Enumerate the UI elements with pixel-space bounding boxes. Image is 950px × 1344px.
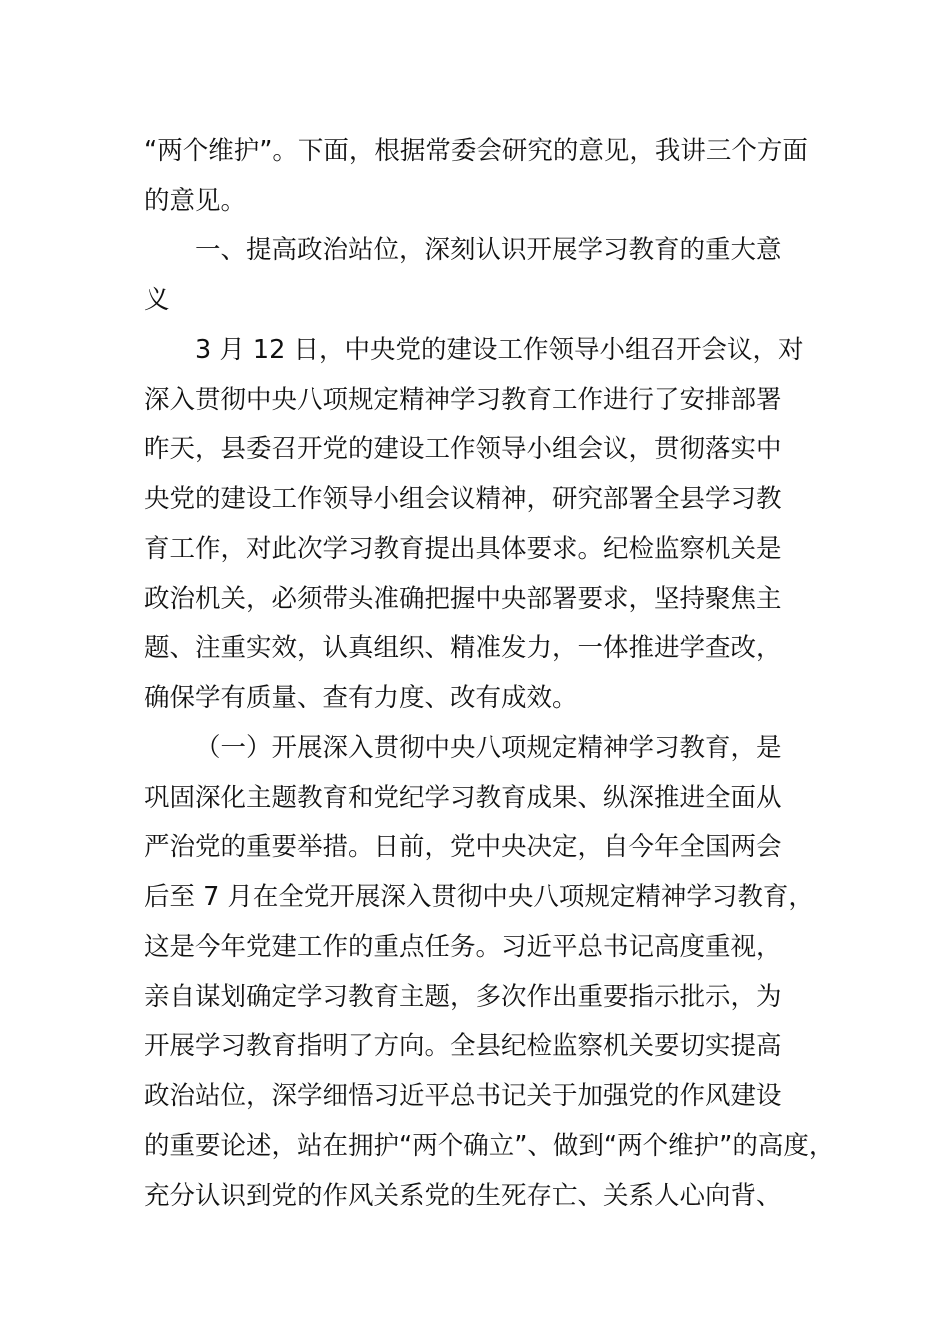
text-line: 题、注重实效，认真组织、精准发力，一体推进学查改，: [144, 633, 782, 663]
text-line: 深入贯彻中央八项规定精神学习教育工作进行了安排部署: [144, 385, 782, 415]
text-line: 的重要论述，站在拥护“两个确立”、做到“两个维护”的高度，: [144, 1131, 835, 1161]
text-line: 央党的建设工作领导小组会议精神，研究部署全县学习教: [144, 484, 782, 514]
text-line: 昨天，县委召开党的建设工作领导小组会议，贯彻落实中: [144, 434, 782, 464]
text-line: 确保学有质量、查有力度、改有成效。: [144, 683, 578, 713]
subsection-heading: （一）开展深入贯彻中央八项规定精神学习教育，是: [195, 733, 782, 763]
text-line: 政治机关，必须带头准确把握中央部署要求，坚持聚焦主: [144, 584, 782, 614]
text-line: 后至 7 月在全党开展深入贯彻中央八项规定精神学习教育，: [144, 882, 814, 912]
text-line: 政治站位，深学细悟习近平总书记关于加强党的作风建设: [144, 1081, 782, 1111]
text-line: 巩固深化主题教育和党纪学习教育成果、纵深推进全面从: [144, 783, 782, 813]
text-line: 严治党的重要举措。日前，党中央决定，自今年全国两会: [144, 832, 782, 862]
text-line: 育工作，对此次学习教育提出具体要求。纪检监察机关是: [144, 534, 782, 564]
text-line: 这是今年党建工作的重点任务。习近平总书记高度重视，: [144, 932, 782, 962]
section-heading: 一、提高政治站位，深刻认识开展学习教育的重大意: [195, 235, 782, 265]
text-line: 开展学习教育指明了方向。全县纪检监察机关要切实提高: [144, 1031, 782, 1061]
text-line: 亲自谋划确定学习教育主题，多次作出重要指示批示，为: [144, 982, 782, 1012]
text-line: 的意见。: [144, 186, 247, 216]
text-line: 3 月 12 日，中央党的建设工作领导小组召开会议，对: [195, 335, 804, 365]
text-line: “两个维护”。下面，根据常委会研究的意见，我讲三个方面: [144, 136, 808, 166]
section-heading-continued: 义: [144, 285, 170, 315]
text-line: 充分认识到党的作风关系党的生死存亡、关系人心向背、: [144, 1181, 782, 1211]
